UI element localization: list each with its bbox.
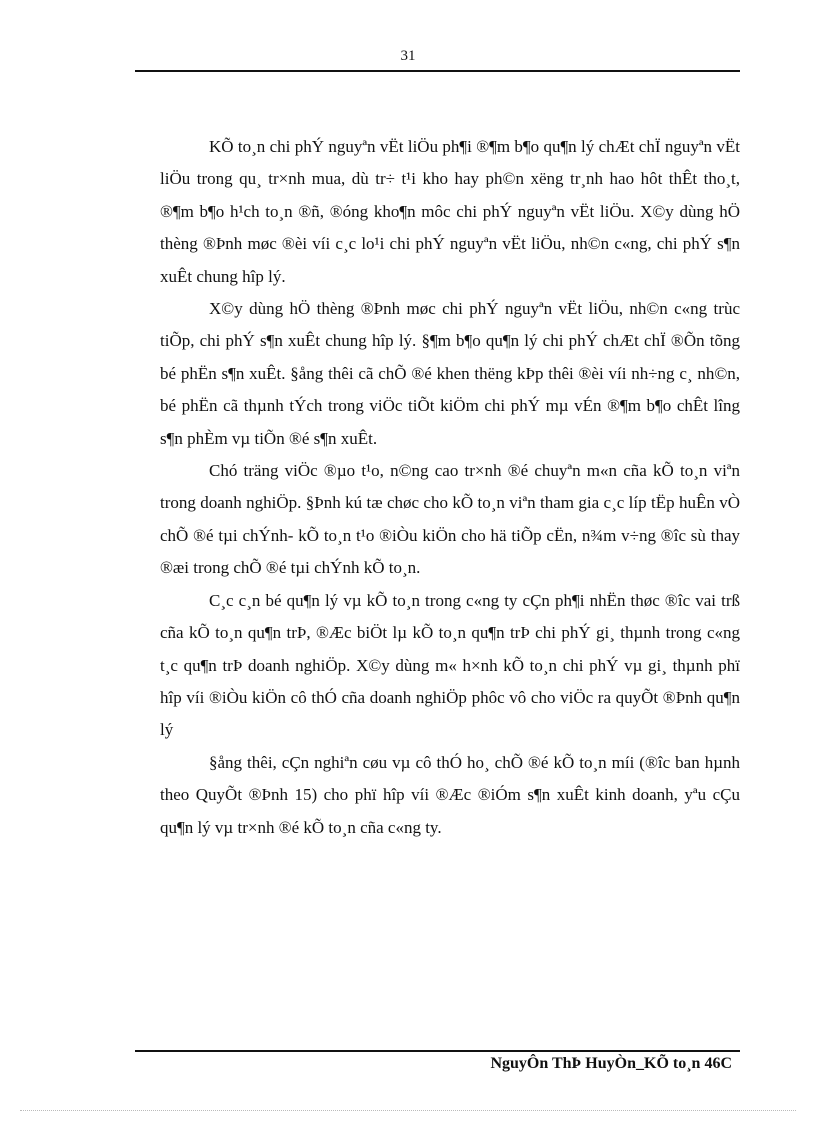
paragraph: §ång thêi, cÇn nghiªn cøu vµ cô thÓ ho¸ chÕ ®é kÕ to¸n míi (®îc ban hµnh theo QuyÕt ®Þnh 15) cho phï hîp víi ®Æc ®iÓm s¶n xuÊt kinh doanh, yªu cÇu qu¶n lý vµ tr×nh ®é kÕ to¸n cña c«ng ty.	[160, 752, 740, 837]
footer-rule	[135, 1050, 740, 1052]
footer-author: NguyÔn ThÞ HuyÒn_KÕ to¸n 46C	[490, 1055, 732, 1072]
page-number: 31	[400, 48, 416, 64]
page-edge-divider	[20, 1110, 796, 1111]
paragraph: Chó träng viÖc ®µo t¹o, n©ng cao tr×nh ®é chuyªn m«n cña kÕ to¸n viªn trong doanh nghiÖp. §Þnh kú tæ chøc cho kÕ to¸n viªn tham gia c¸c líp tËp huÊn vÒ chÕ ®é tµi chÝnh- kÕ to¸n t¹o ®iÒu kiÖn cho hä tiÕp cËn, n¾m v÷ng ®îc sù thay ®æi trong chÕ ®é tµi chÝnh kÕ to¸n.	[160, 461, 740, 578]
paragraph: C¸c c¸n bé qu¶n lý vµ kÕ to¸n trong c«ng ty cÇn ph¶i nhËn thøc ®îc vai trß cña kÕ to¸n qu¶n trÞ, ®Æc biÖt lµ kÕ to¸n qu¶n trÞ chi phÝ gi¸ thµnh trong c«ng t¸c qu¶n trÞ doanh nghiÖp. X©y dùng m« h×nh kÕ to¸n chi phÝ vµ gi¸ thµnh phï hîp víi ®iÒu kiÖn cô thÓ cña doanh nghiÖp phôc vô cho viÖc ra quyÕt ®Þnh qu¶n lý	[160, 590, 740, 740]
body-text	[160, 131, 740, 844]
paragraph: X©y dùng hÖ thèng ®Þnh møc chi phÝ nguyªn vËt liÖu, nh©n c«ng trùc tiÕp, chi phÝ s¶n xuÊt chung hîp lý. §¶m b¶o qu¶n lý chi phÝ chÆt chÏ ®Õn tõng bé phËn s¶n xuÊt. §ång thêi cã chÕ ®é khen thëng kÞp thêi ®èi víi nh÷ng c¸ nh©n, bé phËn cã thµnh tÝch trong viÖc tiÕt kiÖm chi phÝ mµ vÉn ®¶m b¶o chÊt lîng s¶n phÈm vµ tiÕn ®é s¶n xuÊt.	[160, 299, 740, 448]
paragraph: KÕ to¸n chi phÝ nguyªn vËt liÖu ph¶i ®¶m b¶o qu¶n lý chÆt chÏ nguyªn vËt liÖu trong qu¸ tr×nh mua, dù tr÷ t¹i kho hay ph©n xëng tr¸nh hao hôt thÊt tho¸t, ®¶m b¶o h¹ch to¸n ®ñ, ®óng kho¶n môc chi phÝ nguyªn vËt liÖu. X©y dùng hÖ thèng ®Þnh møc ®èi víi c¸c lo¹i chi phÝ nguyªn vËt liÖu, nh©n c«ng, chi phÝ s¶n xuÊt chung hîp lý.	[160, 137, 740, 286]
header-rule	[135, 70, 740, 72]
